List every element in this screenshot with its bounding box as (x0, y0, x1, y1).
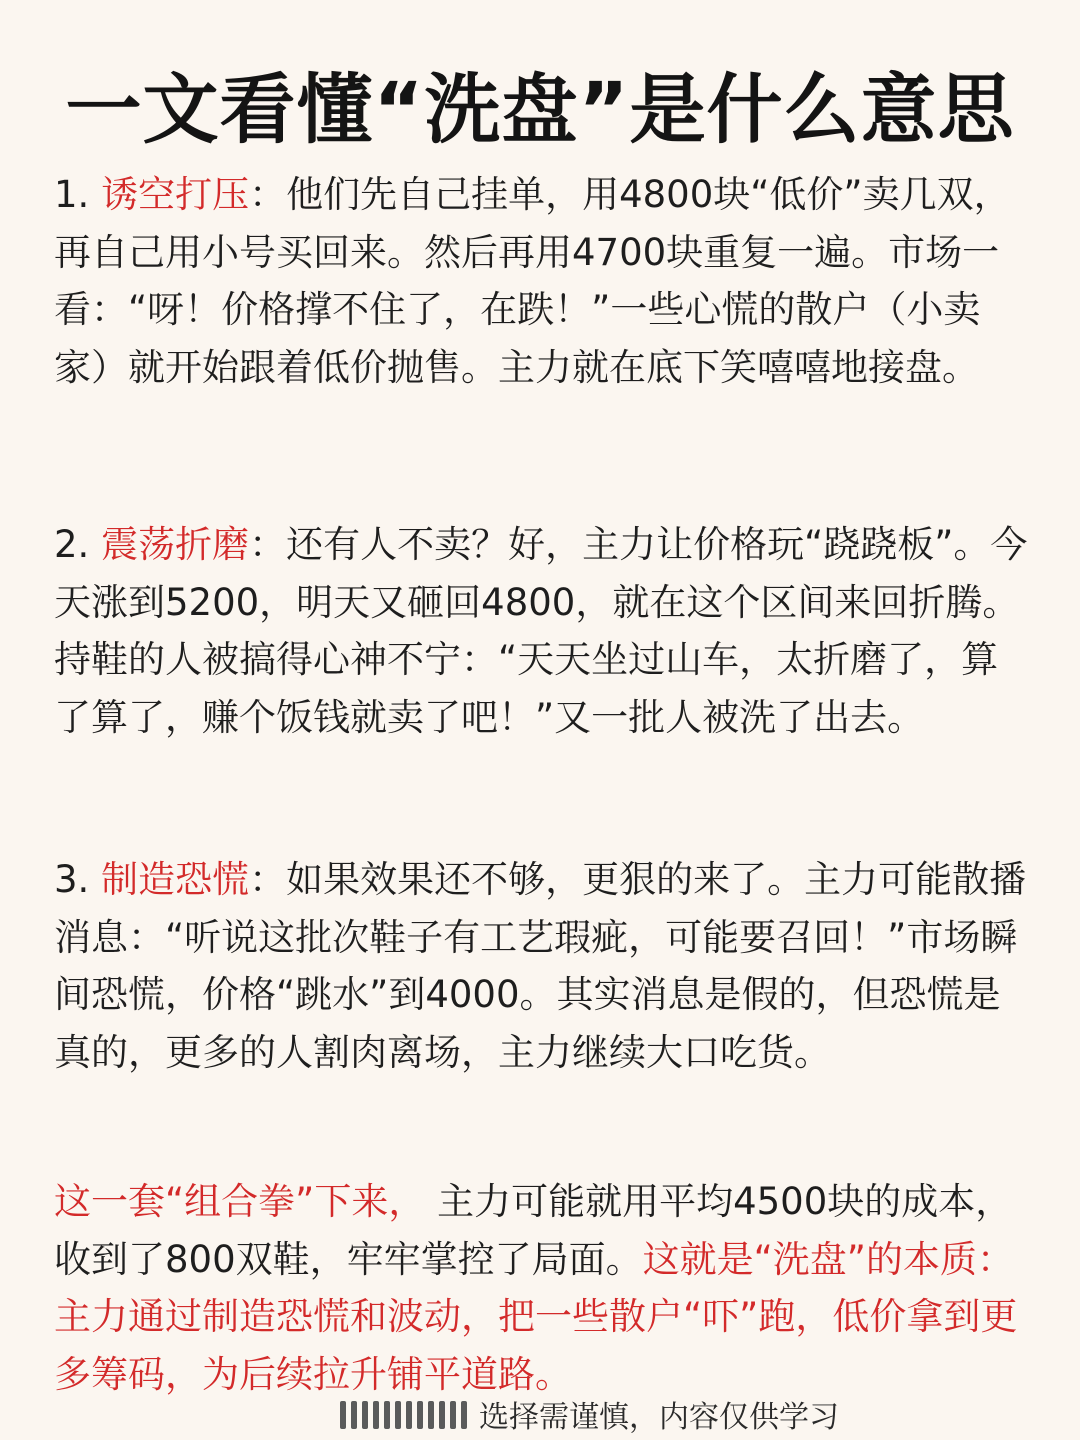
section-3 (54, 851, 1029, 1081)
section-3-number: 3. (54, 858, 102, 901)
footer-disclaimer (340, 1396, 839, 1435)
page-title: 一文看懂“洗盘”是什么意思 (65, 65, 1015, 154)
barcode-icon (340, 1399, 467, 1429)
summary-conclusion: 这就是“洗盘”的本质：主力通过制造恐慌和波动，把一些散户“吓”跑，低价拿到更多筹码，为后续拉升铺平道路。 (54, 1237, 1018, 1396)
section-1 (54, 166, 1029, 396)
section-2-heading: 震荡折磨 (101, 523, 250, 566)
summary-middle: 主力可能就用平均4500块的成本，收到了800双鞋，牢牢掌控了局面。 (54, 1180, 1013, 1281)
section-1-heading: 诱空打压 (101, 173, 250, 216)
summary-paragraph (54, 1173, 1029, 1403)
section-3-body: ：如果效果还不够，更狠的来了。主力可能散播消息：“听说这批次鞋子有工艺瑕疵，可能要召回！”市场瞬间恐慌，价格“跳水”到4000。其实消息是假的，但恐慌是真的，更多的人割肉离场，主力继续大口吃货。 (54, 858, 1027, 1074)
section-2-number: 2. (54, 523, 102, 566)
section-1-body: ：他们先自己挂单，用4800块“低价”卖几双，再自己用小号买回来。然后再用4700块重复一遍。市场一看：“呀！价格撑不住了，在跌！”一些心慌的散户（小卖家）就开始跟着低价抛售。主力就在底下笑嘻嘻地接盘。 (54, 173, 1011, 389)
section-2 (54, 516, 1029, 746)
section-1-number: 1. (54, 173, 102, 216)
summary-lead: 这一套“组合拳”下来， (54, 1180, 426, 1223)
footer-text: 选择需谨慎，内容仅供学习 (479, 1400, 839, 1435)
section-3-heading: 制造恐慌 (101, 858, 250, 901)
section-2-body: ：还有人不卖？好，主力让价格玩“跷跷板”。今天涨到5200，明天又砸回4800，就在这个区间来回折腾。持鞋的人被搞得心神不宁：“天天坐过山车，太折磨了，算了算了，赚个饭钱就卖了吧！”又一批人被洗了出去。 (54, 523, 1028, 739)
